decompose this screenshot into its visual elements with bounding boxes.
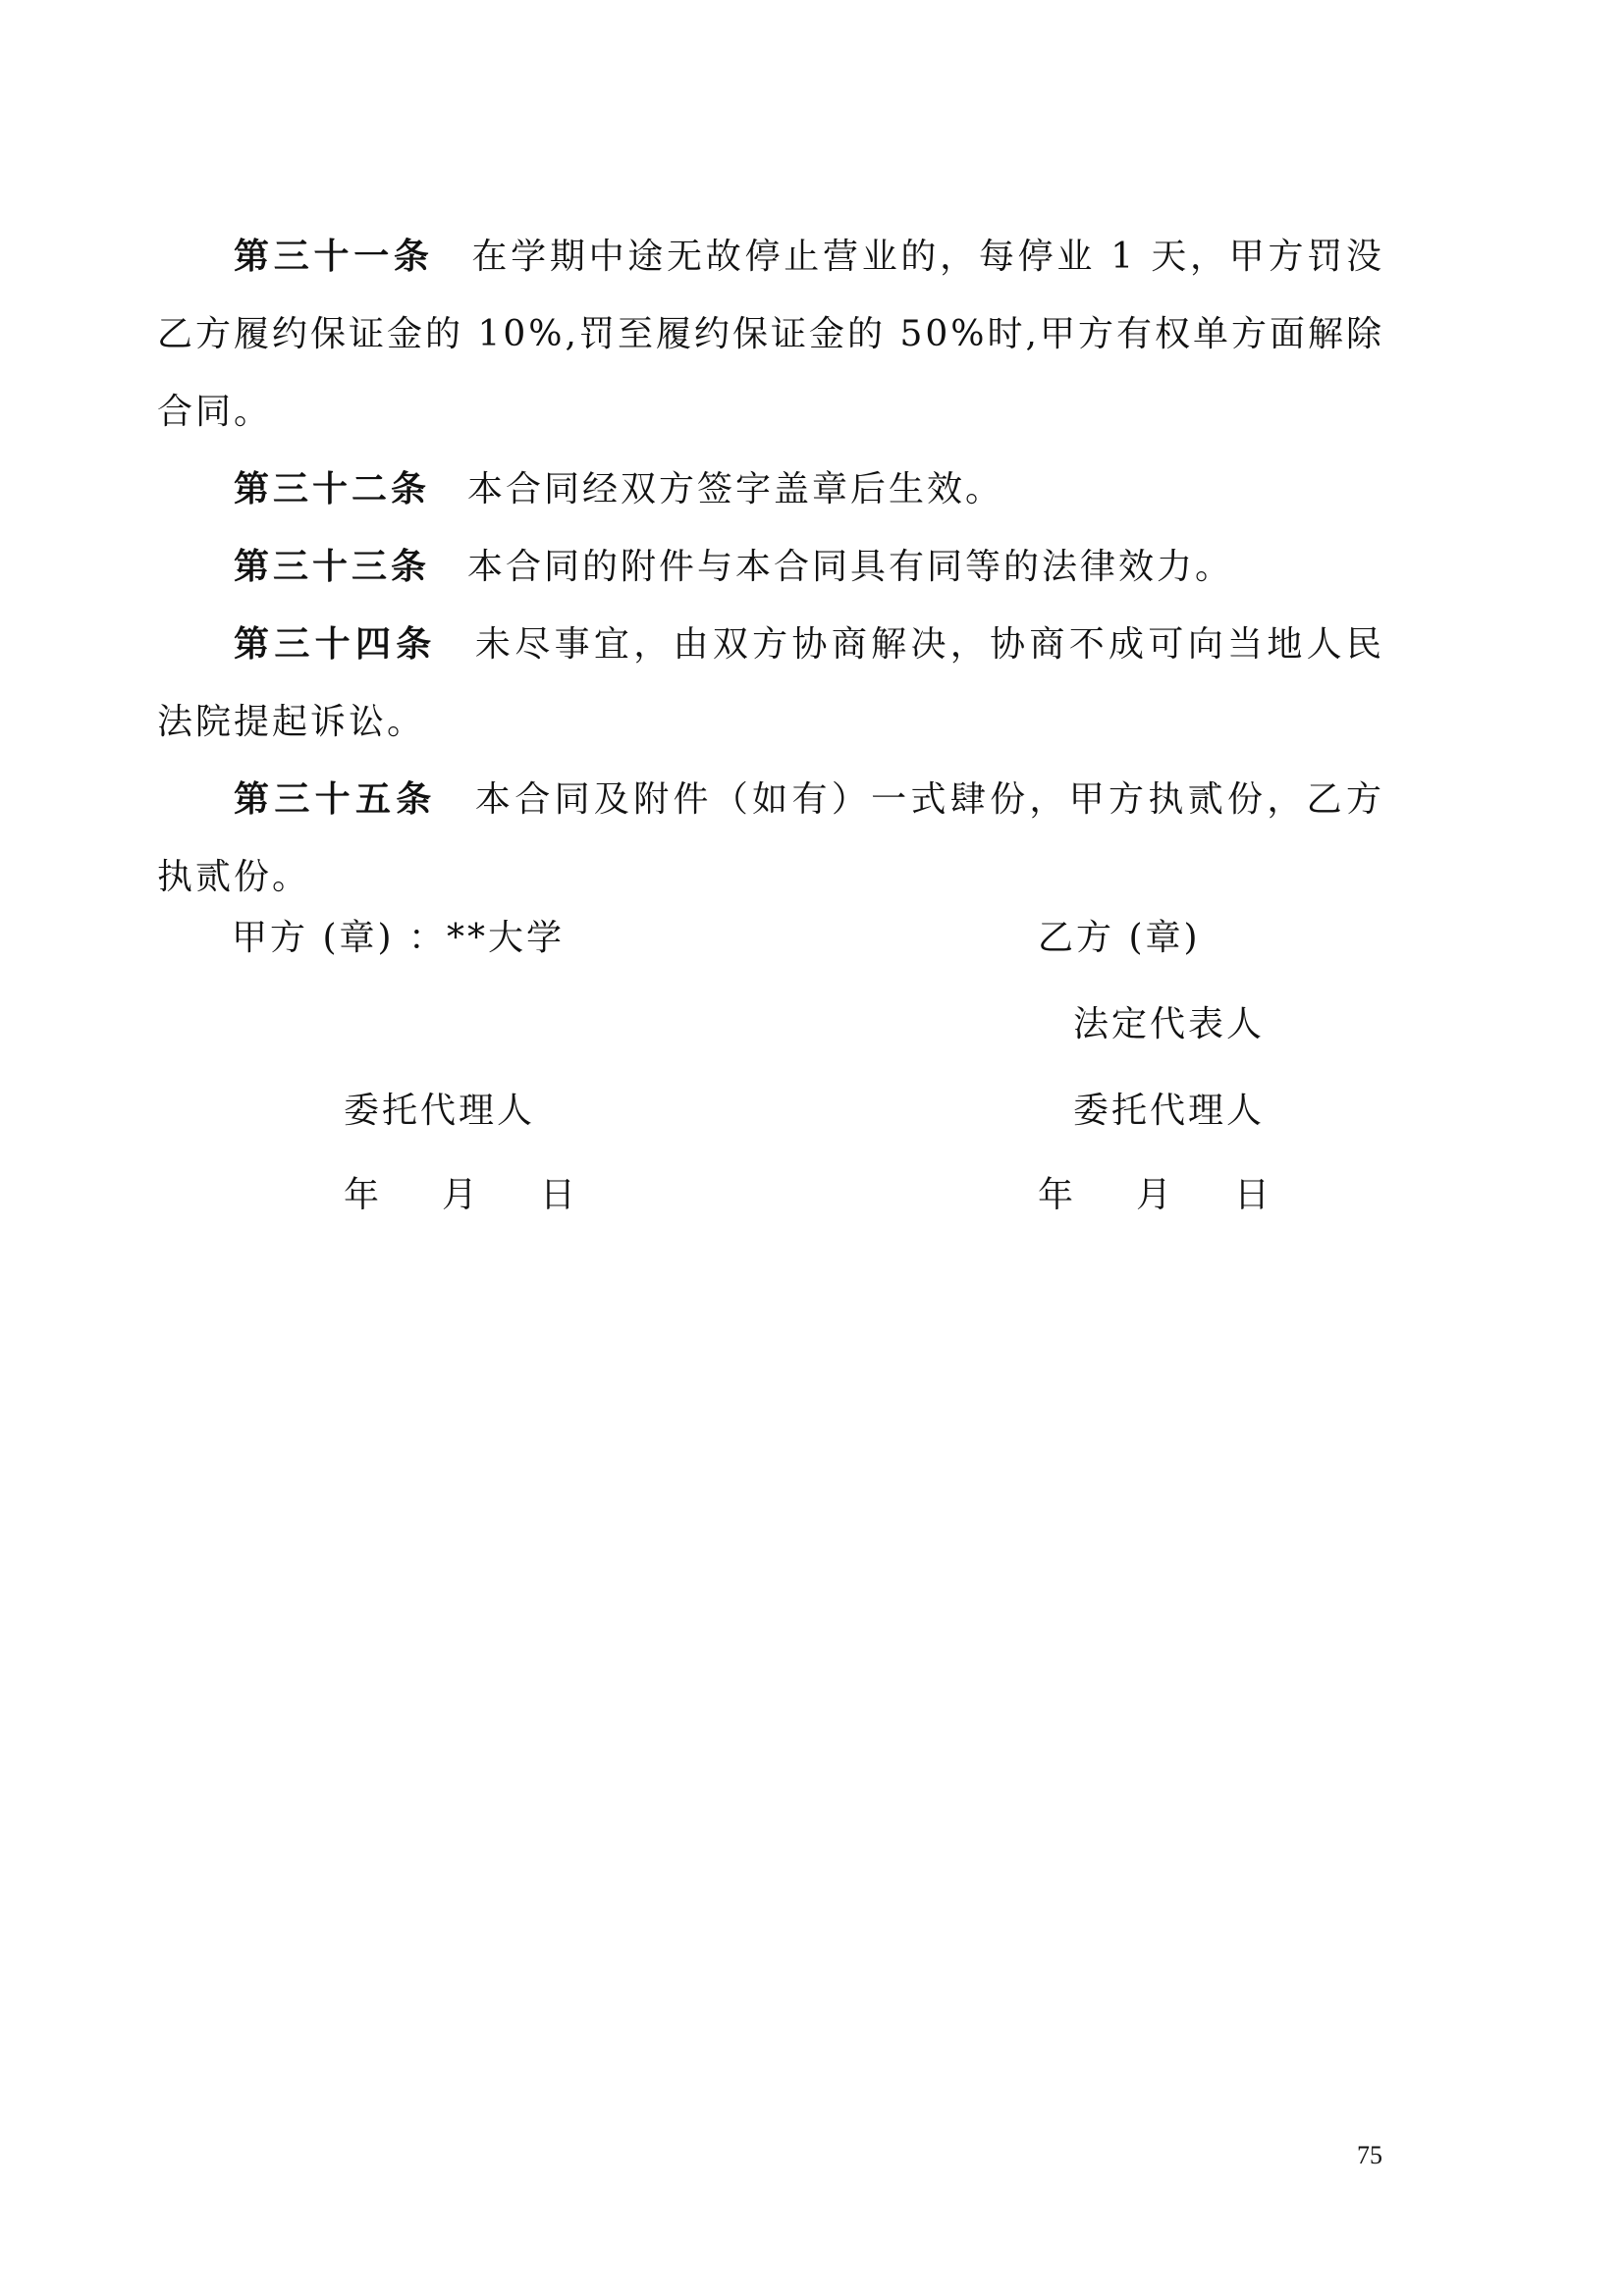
party-b-label: 乙方 (章) <box>1038 918 1201 958</box>
article-number: 第三十三条 <box>234 547 431 587</box>
article-text: 在学期中途无故停止营业的，每停业 1 天，甲方罚没乙方履约保证金的 10%,罚至履约保证金的 50%时,甲方有权单方面解除合同。 <box>157 237 1384 432</box>
article-text: 本合同及附件（如有）一式肆份，甲方执贰份，乙方执贰份。 <box>157 779 1384 897</box>
article-32 <box>157 451 1384 528</box>
party-b-legal-rep: 法定代表人 <box>1073 1004 1266 1044</box>
article-35 <box>157 761 1384 916</box>
party-a-date-month: 月 <box>442 1175 481 1215</box>
party-b-date-month: 月 <box>1136 1175 1175 1215</box>
party-a-label: 甲方 (章) ：**大学 <box>232 918 565 958</box>
contract-articles <box>157 218 1384 916</box>
party-b-agent: 委托代理人 <box>1073 1091 1266 1131</box>
party-b-date-year: 年 <box>1038 1175 1077 1215</box>
article-33 <box>157 528 1384 606</box>
article-31 <box>157 218 1384 451</box>
article-number: 第三十四条 <box>234 624 437 665</box>
article-number: 第三十二条 <box>234 469 431 509</box>
party-a-date <box>344 1174 578 1217</box>
article-34 <box>157 606 1384 761</box>
party-a-date-day: 日 <box>540 1175 579 1215</box>
party-a-agent: 委托代理人 <box>344 1091 536 1131</box>
article-number: 第三十五条 <box>234 779 437 820</box>
article-text: 本合同经双方签字盖章后生效。 <box>467 469 1004 509</box>
article-text: 未尽事宜，由双方协商解决，协商不成可向当地人民法院提起诉讼。 <box>157 624 1384 742</box>
party-a-date-year: 年 <box>344 1175 383 1215</box>
party-b-date-day: 日 <box>1234 1175 1273 1215</box>
page-number: 75 <box>1357 2141 1382 2169</box>
article-number: 第三十一条 <box>234 237 434 277</box>
article-text: 本合同的附件与本合同具有同等的法律效力。 <box>467 547 1234 587</box>
party-b-date <box>1038 1174 1272 1217</box>
